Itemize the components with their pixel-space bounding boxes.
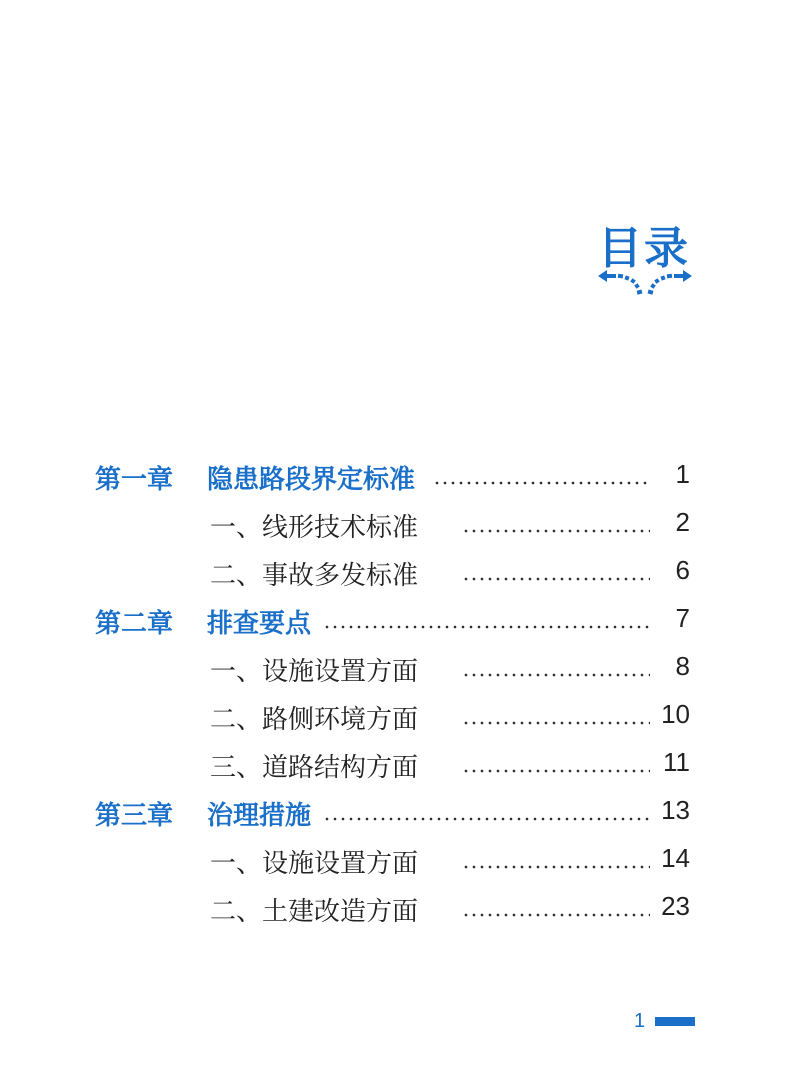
toc-page-number: 6 (675, 555, 690, 585)
toc-chapter-label: 第二章 (95, 609, 174, 639)
toc-entry-title: 一、设施设置方面 (210, 849, 419, 879)
toc-section-row[interactable] (0, 743, 790, 791)
toc-leader-dots (462, 673, 650, 677)
toc-entry-title: 三、道路结构方面 (210, 753, 419, 783)
toc-chapter-row[interactable] (0, 455, 790, 503)
toc-leader-dots (323, 817, 650, 821)
toc-entry-title: 隐患路段界定标准 (207, 465, 416, 495)
toc-page-number: 8 (675, 651, 690, 681)
toc-page-number: 14 (661, 843, 690, 873)
toc-leader-dots (433, 481, 650, 485)
toc-leader-dots (462, 529, 650, 533)
toc-chapter-row[interactable] (0, 791, 790, 839)
toc-section-row[interactable] (0, 887, 790, 935)
toc-section-row[interactable] (0, 551, 790, 599)
toc-chapter-row[interactable] (0, 599, 790, 647)
toc-page-number: 13 (661, 795, 690, 825)
toc-page-number: 11 (663, 747, 690, 777)
toc-chapter-label: 第三章 (95, 801, 174, 831)
toc-entry-title: 一、设施设置方面 (210, 657, 419, 687)
toc-leader-dots (323, 625, 650, 629)
toc-entry-title: 二、土建改造方面 (210, 897, 419, 927)
road-arrows-icon (598, 268, 692, 298)
toc-entry-title: 二、路侧环境方面 (210, 705, 419, 735)
toc-entry-title: 一、线形技术标准 (210, 513, 419, 543)
toc-section-row[interactable] (0, 839, 790, 887)
toc-page-number: 1 (675, 459, 690, 489)
toc-page-number: 23 (661, 891, 690, 921)
toc-leader-dots (462, 769, 650, 773)
toc-leader-dots (462, 721, 650, 725)
toc-page-number: 10 (661, 699, 690, 729)
page-title: 目录 (598, 223, 690, 274)
page-number-bar (655, 1017, 695, 1026)
toc-page-number: 2 (675, 507, 690, 537)
toc-entry-title: 二、事故多发标准 (210, 561, 419, 591)
toc-entry-title: 治理措施 (207, 801, 312, 831)
toc-chapter-label: 第一章 (95, 465, 174, 495)
toc-leader-dots (462, 577, 650, 581)
toc-page-number: 7 (675, 603, 690, 633)
toc-leader-dots (462, 865, 650, 869)
toc-leader-dots (462, 913, 650, 917)
toc-section-row[interactable] (0, 647, 790, 695)
toc-section-row[interactable] (0, 695, 790, 743)
toc-entry-title: 排查要点 (207, 609, 312, 639)
toc-section-row[interactable] (0, 503, 790, 551)
page-number: 1 (634, 1010, 646, 1032)
